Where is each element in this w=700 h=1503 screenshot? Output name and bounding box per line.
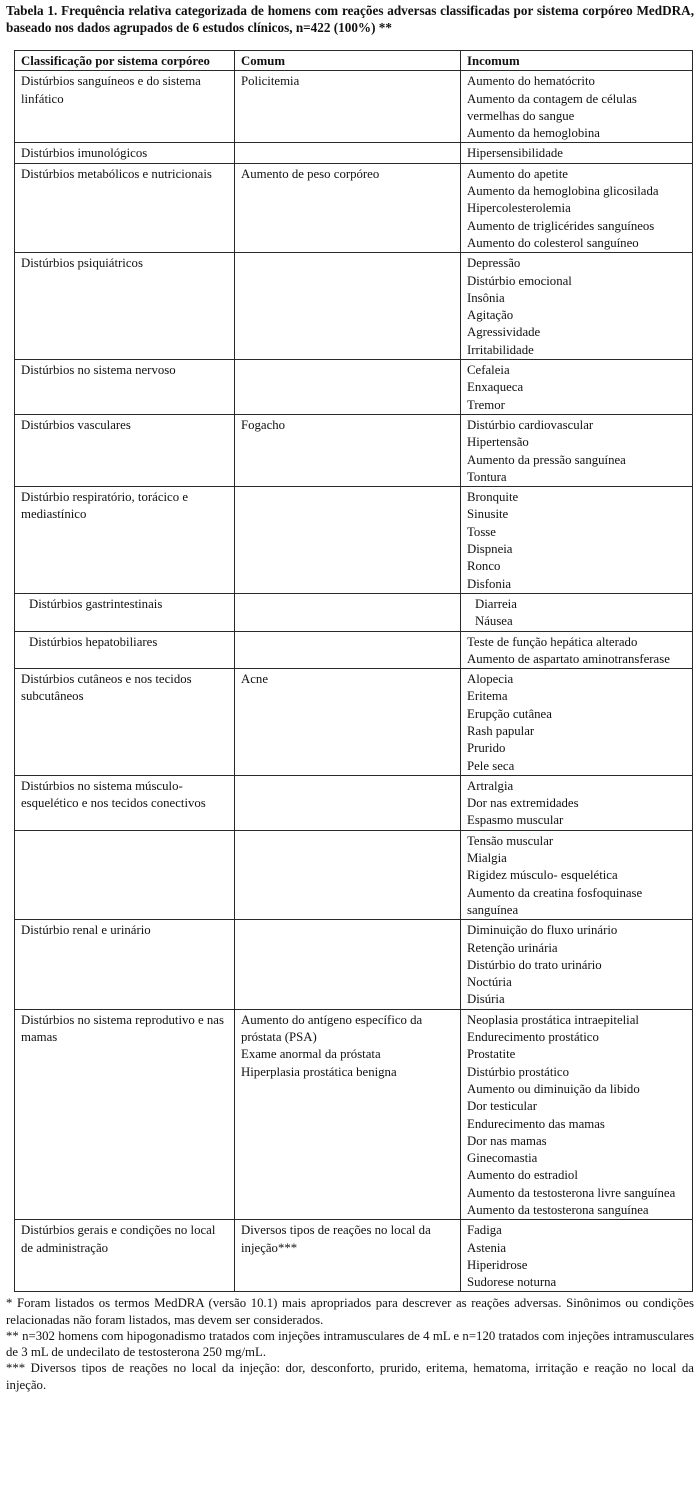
incomum-cell bbox=[461, 631, 693, 669]
incomum-item: Dor testicular bbox=[467, 1099, 538, 1114]
incomum-item: Diarreia bbox=[475, 596, 517, 611]
incomum-item: Depressão bbox=[467, 256, 521, 271]
incomum-item: Insônia bbox=[467, 290, 505, 305]
system-label: Distúrbios metabólicos e nutricionais bbox=[21, 166, 212, 181]
incomum-cell bbox=[461, 1009, 693, 1220]
comum-cell bbox=[235, 920, 461, 1009]
incomum-item: Aumento da contagem de células vermelhas do sangue bbox=[467, 91, 637, 123]
comum-cell bbox=[235, 71, 461, 143]
system-label: Distúrbios no sistema nervoso bbox=[21, 363, 176, 378]
comum-item: Policitemia bbox=[241, 74, 300, 89]
system-label: Distúrbio renal e urinário bbox=[21, 923, 151, 938]
system-cell bbox=[15, 414, 235, 486]
incomum-item: Tosse bbox=[467, 524, 496, 539]
incomum-cell bbox=[461, 143, 693, 163]
incomum-item: Tontura bbox=[467, 469, 507, 484]
comum-item: Aumento do antígeno específico da próstata (PSA) bbox=[241, 1012, 423, 1045]
incomum-item: Endurecimento das mamas bbox=[467, 1116, 605, 1131]
comum-cell bbox=[235, 487, 461, 594]
incomum-cell bbox=[461, 163, 693, 252]
table-row bbox=[15, 775, 693, 830]
incomum-item: Diminuição do fluxo urinário bbox=[467, 923, 618, 938]
comum-cell bbox=[235, 253, 461, 360]
comum-cell bbox=[235, 1009, 461, 1220]
comum-cell bbox=[235, 360, 461, 415]
incomum-item: Distúrbio do trato urinário bbox=[467, 957, 602, 972]
system-cell bbox=[15, 775, 235, 830]
system-label: Distúrbios imunológicos bbox=[21, 146, 148, 161]
incomum-cell bbox=[461, 360, 693, 415]
incomum-item: Disfonia bbox=[467, 576, 512, 591]
incomum-item: Bronquite bbox=[467, 490, 519, 505]
system-label: Distúrbios cutâneos e nos tecidos subcutâneos bbox=[21, 672, 192, 704]
incomum-item: Agitação bbox=[467, 308, 514, 323]
system-cell bbox=[15, 593, 235, 631]
incomum-item: Neoplasia prostática intraepitelial bbox=[467, 1012, 639, 1027]
system-label: Distúrbios psiquiátricos bbox=[21, 256, 143, 271]
footnote: * Foram listados os termos MedDRA (versão 10.1) mais apropriados para descrever as reações adversas. Sinônimos ou condições relacionadas não foram listados, mas devem ser considerados. bbox=[6, 1296, 694, 1327]
system-cell bbox=[15, 1220, 235, 1292]
incomum-item: Enxaqueca bbox=[467, 380, 524, 395]
table-row bbox=[15, 360, 693, 415]
comum-cell bbox=[235, 163, 461, 252]
table-row bbox=[15, 414, 693, 486]
incomum-item: Aumento ou diminuição da libido bbox=[467, 1081, 640, 1096]
system-label: Distúrbios hepatobiliares bbox=[29, 634, 158, 649]
incomum-item: Dor nas mamas bbox=[467, 1133, 547, 1148]
incomum-item: Sudorese noturna bbox=[467, 1275, 557, 1290]
system-cell bbox=[15, 163, 235, 252]
system-label: Distúrbios no sistema reprodutivo e nas mamas bbox=[21, 1012, 224, 1045]
system-cell bbox=[15, 71, 235, 143]
incomum-item: Retenção urinária bbox=[467, 940, 558, 955]
footnotes bbox=[6, 1295, 694, 1392]
incomum-item: Espasmo muscular bbox=[467, 813, 564, 828]
incomum-item: Rash papular bbox=[467, 723, 535, 738]
table-row bbox=[15, 143, 693, 163]
comum-cell bbox=[235, 631, 461, 669]
table-row bbox=[15, 593, 693, 631]
incomum-item: Ginecomastia bbox=[467, 1151, 538, 1166]
incomum-item: Aumento do estradiol bbox=[467, 1168, 578, 1183]
incomum-cell bbox=[461, 414, 693, 486]
comum-cell bbox=[235, 143, 461, 163]
incomum-item: Prostatite bbox=[467, 1047, 516, 1062]
system-cell bbox=[15, 487, 235, 594]
table-row bbox=[15, 487, 693, 594]
incomum-item: Ronco bbox=[467, 559, 501, 574]
incomum-item: Distúrbio emocional bbox=[467, 273, 572, 288]
incomum-cell bbox=[461, 253, 693, 360]
incomum-cell bbox=[461, 1220, 693, 1292]
incomum-item: Aumento de triglicérides sanguíneos bbox=[467, 218, 655, 233]
system-label: Distúrbios vasculares bbox=[21, 417, 131, 432]
incomum-item: Dispneia bbox=[467, 542, 513, 557]
table-title: Tabela 1. Frequência relativa categorizada de homens com reações adversas classificadas por sistema corpóreo MedDRA, baseado nos dados agrupados de 6 estudos clínicos, n=422 (100%) ** bbox=[6, 3, 694, 35]
system-cell bbox=[15, 1009, 235, 1220]
incomum-item: Irritabilidade bbox=[467, 342, 534, 357]
incomum-item: Endurecimento prostático bbox=[467, 1030, 599, 1045]
incomum-item: Artralgia bbox=[467, 778, 514, 793]
incomum-item: Distúrbio cardiovascular bbox=[467, 417, 594, 432]
incomum-item: Aumento da testosterona livre sanguínea bbox=[467, 1185, 676, 1200]
incomum-cell bbox=[461, 920, 693, 1009]
comum-item: Acne bbox=[241, 672, 268, 687]
incomum-item: Aumento da hemoglobina glicosilada bbox=[467, 184, 659, 199]
document bbox=[6, 2, 694, 1393]
table-row bbox=[15, 253, 693, 360]
adverse-reactions-table bbox=[14, 50, 693, 1292]
incomum-item: Astenia bbox=[467, 1240, 507, 1255]
incomum-item: Rigidez músculo- esquelética bbox=[467, 868, 618, 883]
incomum-item: Noctúria bbox=[467, 975, 512, 990]
system-cell bbox=[15, 669, 235, 776]
system-cell bbox=[15, 253, 235, 360]
comum-item: Aumento de peso corpóreo bbox=[241, 166, 380, 181]
incomum-item: Distúrbio prostático bbox=[467, 1064, 570, 1079]
incomum-item: Náusea bbox=[475, 614, 513, 629]
comum-item: Fogacho bbox=[241, 417, 286, 432]
incomum-cell bbox=[461, 830, 693, 919]
incomum-cell bbox=[461, 775, 693, 830]
incomum-item: Mialgia bbox=[467, 851, 507, 866]
system-cell bbox=[15, 920, 235, 1009]
incomum-item: Hipersensibilidade bbox=[467, 146, 563, 161]
incomum-cell bbox=[461, 593, 693, 631]
incomum-item: Fadiga bbox=[467, 1223, 502, 1238]
incomum-item: Tensão muscular bbox=[467, 833, 554, 848]
incomum-item: Alopecia bbox=[467, 672, 514, 687]
incomum-item: Dor nas extremidades bbox=[467, 796, 579, 811]
incomum-item: Aumento de aspartato aminotransferase bbox=[467, 651, 670, 666]
system-label: Distúrbios gerais e condições no local de administração bbox=[21, 1223, 216, 1255]
incomum-item: Cefaleia bbox=[467, 363, 510, 378]
table-header-row bbox=[15, 51, 693, 71]
incomum-item: Erupção cutânea bbox=[467, 706, 552, 721]
table-row bbox=[15, 920, 693, 1009]
comum-item: Exame anormal da próstata bbox=[241, 1047, 381, 1062]
incomum-cell bbox=[461, 487, 693, 594]
incomum-item: Tremor bbox=[467, 397, 505, 412]
system-label: Distúrbio respiratório, torácico e mediastínico bbox=[21, 490, 189, 522]
incomum-item: Aumento do colesterol sanguíneo bbox=[467, 235, 639, 250]
comum-item: Hiperplasia prostática benigna bbox=[241, 1064, 397, 1079]
table-row bbox=[15, 830, 693, 919]
incomum-item: Eritema bbox=[467, 689, 508, 704]
system-label: Distúrbios gastrintestinais bbox=[29, 596, 163, 611]
incomum-item: Aumento do hematócrito bbox=[467, 74, 595, 89]
incomum-item: Aumento da pressão sanguínea bbox=[467, 452, 626, 467]
header-comum: Comum bbox=[235, 51, 461, 71]
incomum-item: Hipertensão bbox=[467, 435, 529, 450]
table-row bbox=[15, 71, 693, 143]
table-row bbox=[15, 1220, 693, 1292]
incomum-item: Pele seca bbox=[467, 758, 515, 773]
header-system: Classificação por sistema corpóreo bbox=[15, 51, 235, 71]
system-cell bbox=[15, 631, 235, 669]
comum-cell bbox=[235, 775, 461, 830]
incomum-item: Agressividade bbox=[467, 325, 541, 340]
footnote: ** n=302 homens com hipogonadismo tratados com injeções intramusculares de 4 mL e n=120 tratados com injeções intramusculares de 3 mL de undecilato de testosterona 250 mg/mL. bbox=[6, 1328, 694, 1360]
incomum-item: Teste de função hepática alterado bbox=[467, 634, 638, 649]
table-row bbox=[15, 1009, 693, 1220]
comum-item: Diversos tipos de reações no local da injeção*** bbox=[241, 1223, 431, 1255]
incomum-item: Aumento da testosterona sanguínea bbox=[467, 1203, 649, 1217]
system-label: Distúrbios no sistema músculo-esquelético e nos tecidos conectivos bbox=[21, 778, 206, 811]
incomum-item: Aumento do apetite bbox=[467, 166, 568, 181]
incomum-item: Aumento da creatina fosfoquinase sanguínea bbox=[467, 885, 643, 917]
system-cell bbox=[15, 830, 235, 919]
table-row bbox=[15, 163, 693, 252]
system-cell bbox=[15, 143, 235, 163]
incomum-item: Sinusite bbox=[467, 507, 509, 522]
table-row bbox=[15, 669, 693, 776]
comum-cell bbox=[235, 414, 461, 486]
comum-cell bbox=[235, 830, 461, 919]
header-incomum: Incomum bbox=[461, 51, 693, 71]
system-cell bbox=[15, 360, 235, 415]
incomum-item: Hiperidrose bbox=[467, 1257, 528, 1272]
comum-cell bbox=[235, 669, 461, 776]
incomum-item: Hipercolesterolemia bbox=[467, 201, 571, 216]
table-row bbox=[15, 631, 693, 669]
system-label: Distúrbios sanguíneos e do sistema linfático bbox=[21, 74, 201, 106]
footnote: *** Diversos tipos de reações no local da injeção: dor, desconforto, prurido, eritema, hematoma, irritação e reação no local da injeção. bbox=[6, 1361, 694, 1392]
incomum-cell bbox=[461, 669, 693, 776]
comum-cell bbox=[235, 1220, 461, 1292]
incomum-item: Disúria bbox=[467, 992, 505, 1007]
incomum-item: Aumento da hemoglobina bbox=[467, 126, 600, 141]
incomum-cell bbox=[461, 71, 693, 143]
comum-cell bbox=[235, 593, 461, 631]
incomum-item: Prurido bbox=[467, 741, 506, 756]
